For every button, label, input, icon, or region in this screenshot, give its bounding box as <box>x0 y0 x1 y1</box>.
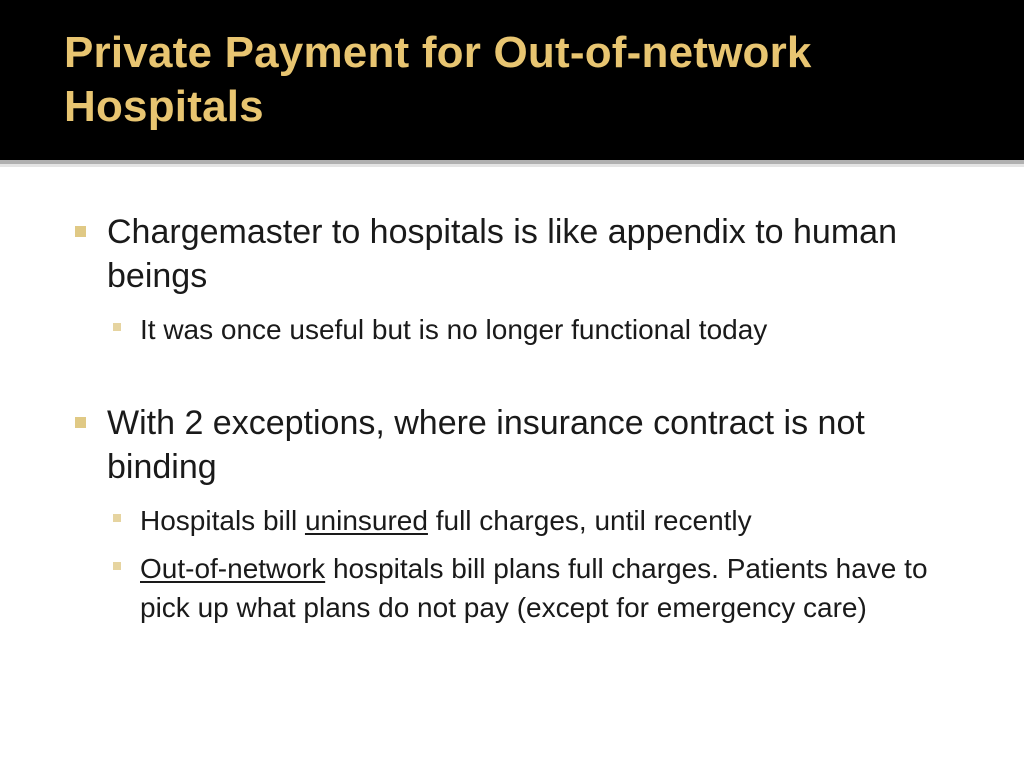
bullet-level2-item <box>140 549 980 627</box>
bullet-level1-item: Chargemaster to hospitals is like appendix to human beings <box>107 213 897 295</box>
bullet-level2-item <box>140 501 980 540</box>
sub-bullet-marker <box>113 323 121 331</box>
sub-bullet-text-after: full charges, until recently <box>427 505 752 536</box>
underlined-term-uninsured: uninsured <box>304 505 428 536</box>
bullet-marker <box>75 417 86 428</box>
bullet-level1-item: With 2 exceptions, where insurance contract is not binding <box>107 404 865 486</box>
sub-bullet-marker <box>113 514 121 522</box>
bullet-marker <box>75 226 86 237</box>
sub-bullet-marker <box>113 562 121 570</box>
sub-bullet-text-before: Hospitals bill <box>140 505 305 536</box>
underlined-term-out-of-network: Out-of-network <box>140 553 326 584</box>
sub-bullet-text-after: hospitals bill plans full charges. Patients have to pick up what plans do not pay (except for emergency care) <box>140 553 928 623</box>
bullet-level2-item: It was once useful but is no longer functional today <box>140 314 768 345</box>
slide-title: Private Payment for Out-of-network Hospitals <box>64 28 812 131</box>
